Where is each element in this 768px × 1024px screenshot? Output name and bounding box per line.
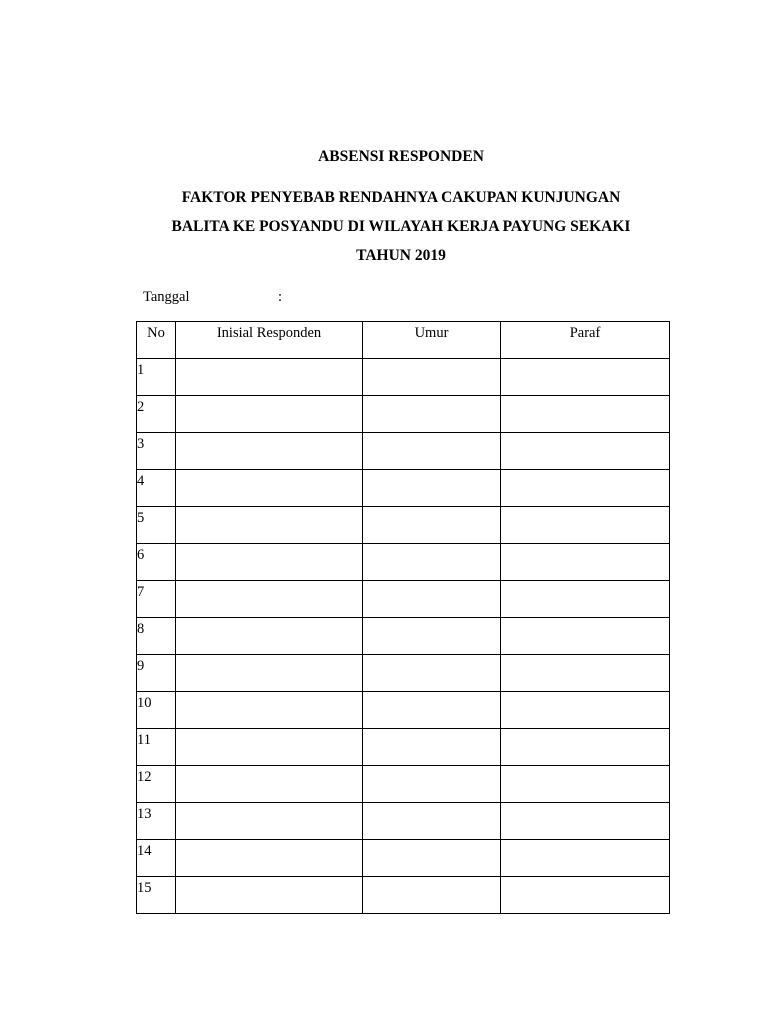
row-number-cell: 3 xyxy=(137,433,176,470)
row-number-cell: 13 xyxy=(137,803,176,840)
paraf-cell xyxy=(501,729,670,766)
inisial-responden-cell xyxy=(176,803,363,840)
table-row xyxy=(137,729,670,766)
table-row xyxy=(137,544,670,581)
umur-cell xyxy=(363,655,501,692)
row-number-cell: 12 xyxy=(137,766,176,803)
row-number-cell: 5 xyxy=(137,507,176,544)
table-row xyxy=(137,840,670,877)
row-number-cell: 14 xyxy=(137,840,176,877)
umur-cell xyxy=(363,507,501,544)
date-field xyxy=(143,287,282,307)
paraf-cell xyxy=(501,840,670,877)
paraf-cell xyxy=(501,618,670,655)
paraf-cell xyxy=(501,396,670,433)
umur-cell xyxy=(363,581,501,618)
paraf-cell xyxy=(501,655,670,692)
inisial-responden-cell xyxy=(176,544,363,581)
row-number-cell: 15 xyxy=(137,877,176,914)
umur-cell xyxy=(363,803,501,840)
attendance-table xyxy=(136,321,670,914)
umur-cell xyxy=(363,433,501,470)
inisial-responden-cell xyxy=(176,655,363,692)
column-header-inisial-responden: Inisial Responden xyxy=(176,322,363,359)
table-row xyxy=(137,359,670,396)
umur-cell xyxy=(363,544,501,581)
inisial-responden-cell xyxy=(176,692,363,729)
row-number-cell: 11 xyxy=(137,729,176,766)
inisial-responden-cell xyxy=(176,729,363,766)
date-label: Tanggal xyxy=(143,289,190,305)
umur-cell xyxy=(363,729,501,766)
inisial-responden-cell xyxy=(176,840,363,877)
paraf-cell xyxy=(501,877,670,914)
paraf-cell xyxy=(501,581,670,618)
row-number-cell: 8 xyxy=(137,618,176,655)
umur-cell xyxy=(363,766,501,803)
document-subtitle-line-2: BALITA KE POSYANDU DI WILAYAH KERJA PAYUNG SEKAKI xyxy=(171,218,631,235)
inisial-responden-cell xyxy=(176,581,363,618)
umur-cell xyxy=(363,692,501,729)
table-row xyxy=(137,692,670,729)
paraf-cell xyxy=(501,359,670,396)
table-header-row xyxy=(137,322,670,359)
document-subtitle-line-1: FAKTOR PENYEBAB RENDAHNYA CAKUPAN KUNJUNGAN xyxy=(181,189,621,206)
table-row xyxy=(137,618,670,655)
column-header-umur: Umur xyxy=(363,322,501,359)
umur-cell xyxy=(363,618,501,655)
table-row xyxy=(137,396,670,433)
umur-cell xyxy=(363,877,501,914)
umur-cell xyxy=(363,470,501,507)
inisial-responden-cell xyxy=(176,618,363,655)
table-row xyxy=(137,581,670,618)
umur-cell xyxy=(363,396,501,433)
row-number-cell: 7 xyxy=(137,581,176,618)
attendance-table-body xyxy=(137,359,670,914)
document-title: ABSENSI RESPONDEN xyxy=(318,148,484,165)
row-number-cell: 6 xyxy=(137,544,176,581)
table-row xyxy=(137,433,670,470)
umur-cell xyxy=(363,840,501,877)
inisial-responden-cell xyxy=(176,396,363,433)
column-header-paraf: Paraf xyxy=(501,322,670,359)
table-row xyxy=(137,877,670,914)
document-subtitle-line-3: TAHUN 2019 xyxy=(356,247,446,264)
inisial-responden-cell xyxy=(176,766,363,803)
inisial-responden-cell xyxy=(176,507,363,544)
paraf-cell xyxy=(501,433,670,470)
row-number-cell: 1 xyxy=(137,359,176,396)
inisial-responden-cell xyxy=(176,470,363,507)
row-number-cell: 9 xyxy=(137,655,176,692)
umur-cell xyxy=(363,359,501,396)
inisial-responden-cell xyxy=(176,433,363,470)
paraf-cell xyxy=(501,803,670,840)
table-row xyxy=(137,507,670,544)
table-row xyxy=(137,470,670,507)
paraf-cell xyxy=(501,470,670,507)
row-number-cell: 10 xyxy=(137,692,176,729)
row-number-cell: 2 xyxy=(137,396,176,433)
inisial-responden-cell xyxy=(176,359,363,396)
paraf-cell xyxy=(501,544,670,581)
table-row xyxy=(137,803,670,840)
inisial-responden-cell xyxy=(176,877,363,914)
table-row xyxy=(137,766,670,803)
table-row xyxy=(137,655,670,692)
row-number-cell: 4 xyxy=(137,470,176,507)
paraf-cell xyxy=(501,692,670,729)
date-separator: : xyxy=(278,289,283,305)
paraf-cell xyxy=(501,766,670,803)
column-header-no: No xyxy=(137,322,176,359)
paraf-cell xyxy=(501,507,670,544)
